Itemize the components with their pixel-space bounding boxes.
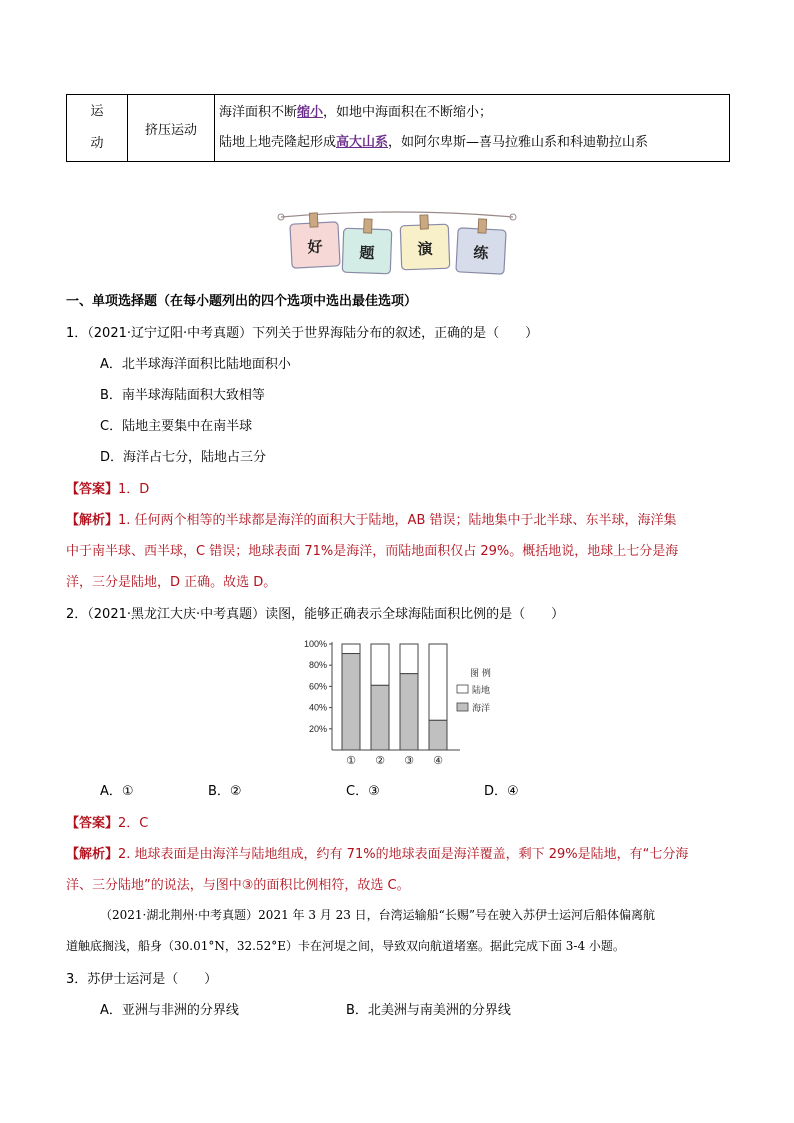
bar-sea xyxy=(371,685,389,750)
land-sea-bar-chart xyxy=(290,630,510,770)
bar-land xyxy=(371,644,389,685)
legend-swatch xyxy=(457,685,468,693)
highlight-mountains: 高大山系 xyxy=(336,135,389,150)
q1-option-c: C．陆地主要集中在南半球 xyxy=(100,419,253,434)
table-cell-effect xyxy=(215,95,730,162)
q2-stem: 2．（2021·黑龙江大庆·中考真题）读图，能够正确表示全球海陆面积比例的是（ ） xyxy=(66,607,565,622)
x-tick-label: ② xyxy=(375,754,385,767)
q1-analysis-2: 中于南半球、西半球，C 错误；地球表面 71%是海洋，而陆地面积仅占 29%。概括地说，地球上七分是海 xyxy=(66,544,679,559)
q2-option-d: D．④ xyxy=(484,784,519,799)
bar-sea xyxy=(429,720,447,750)
passage-line-1: （2021·湖北荆州·中考真题）2021 年 3 月 23 日，台湾运输船“长赐”号在驶入苏伊士运河后船体偏离航 xyxy=(100,908,655,922)
q1-option-b: B．南半球海陆面积大致相等 xyxy=(100,388,265,403)
tectonic-table xyxy=(66,94,730,162)
q2-answer: 【答案】2．C xyxy=(66,816,149,831)
legend-title: 图 例 xyxy=(470,669,491,679)
passage-line-2: 道触底搁浅，船身（30.01°N，32.52°E）卡在河堤之间，导致双向航道堵塞。据此完成下面 3-4 小题。 xyxy=(66,939,625,953)
q2-option-a: A．① xyxy=(100,784,134,799)
highlight-shrink: 缩小 xyxy=(297,105,324,120)
legend-swatch xyxy=(457,703,468,711)
x-tick-label: ① xyxy=(346,754,356,767)
q1-option-a: A．北半球海洋面积比陆地面积小 xyxy=(100,357,291,372)
banner-char: 演 xyxy=(417,239,433,259)
x-tick-label: ③ xyxy=(404,754,414,767)
q2-option-c: C．③ xyxy=(346,784,380,799)
banner-card xyxy=(342,218,392,274)
bar-sea xyxy=(342,654,360,750)
q2-analysis-1: 【解析】2. 地球表面是由海洋与陆地组成，约有 71%的地球表面是海洋覆盖，剩下 29%是陆地，有“七分海 xyxy=(66,847,689,862)
q1-option-d: D．海洋占七分，陆地占三分 xyxy=(100,450,267,465)
q1-analysis-1: 【解析】1. 任何两个相等的半球都是海洋的面积大于陆地，AB 错误；陆地集中于北半球、东半球，海洋集 xyxy=(66,513,677,528)
banner-char: 题 xyxy=(359,243,375,263)
q2-analysis-2: 洋、三分陆地”的说法，与图中③的面积比例相符，故选 C。 xyxy=(66,878,410,893)
q3-option-a: A．亚洲与非洲的分界线 xyxy=(100,1003,239,1018)
y-tick-label: 20% xyxy=(308,723,327,734)
q3-stem: 3．苏伊士运河是（ ） xyxy=(66,972,218,987)
bar-land xyxy=(400,644,418,674)
bar-land xyxy=(429,644,447,720)
q1-answer: 【答案】1．D xyxy=(66,482,150,497)
q1-analysis-3: 洋，三分是陆地，D 正确。故选 D。 xyxy=(66,575,277,590)
practice-banner xyxy=(277,205,517,277)
x-tick-label: ④ xyxy=(433,754,443,767)
legend-label: 海洋 xyxy=(472,704,491,714)
y-tick-label: 40% xyxy=(308,702,327,713)
y-tick-label: 80% xyxy=(308,660,327,671)
effect-line-2: 陆地上地壳隆起形成高大山系，如阿尔卑斯—喜马拉雅山系和科迪勒拉山系 xyxy=(219,135,649,150)
banner-card xyxy=(289,212,340,268)
banner-card xyxy=(400,214,450,270)
q3-option-b: B．北美洲与南美洲的分界线 xyxy=(346,1003,511,1018)
banner-card xyxy=(456,218,507,274)
q2-option-b: B．② xyxy=(208,784,242,799)
table-cell-type: 挤压运动 xyxy=(128,95,215,162)
section-title: 一、单项选择题（在每小题列出的四个选项中选出最佳选项） xyxy=(66,294,418,309)
category-char-2: 动 xyxy=(90,136,104,151)
bar-sea xyxy=(400,674,418,750)
banner-char: 好 xyxy=(307,237,324,257)
q1-stem: 1．（2021·辽宁辽阳·中考真题）下列关于世界海陆分布的叙述，正确的是（ ） xyxy=(66,326,539,341)
banner-char: 练 xyxy=(472,243,489,263)
y-tick-label: 60% xyxy=(308,681,327,692)
bar-land xyxy=(342,644,360,654)
category-char-1: 运 xyxy=(90,104,104,119)
y-tick-label: 100% xyxy=(303,639,327,649)
table-cell-category xyxy=(67,95,128,162)
legend-label: 陆地 xyxy=(472,686,491,696)
effect-line-1: 海洋面积不断缩小，如地中海面积在不断缩小； xyxy=(219,105,493,120)
